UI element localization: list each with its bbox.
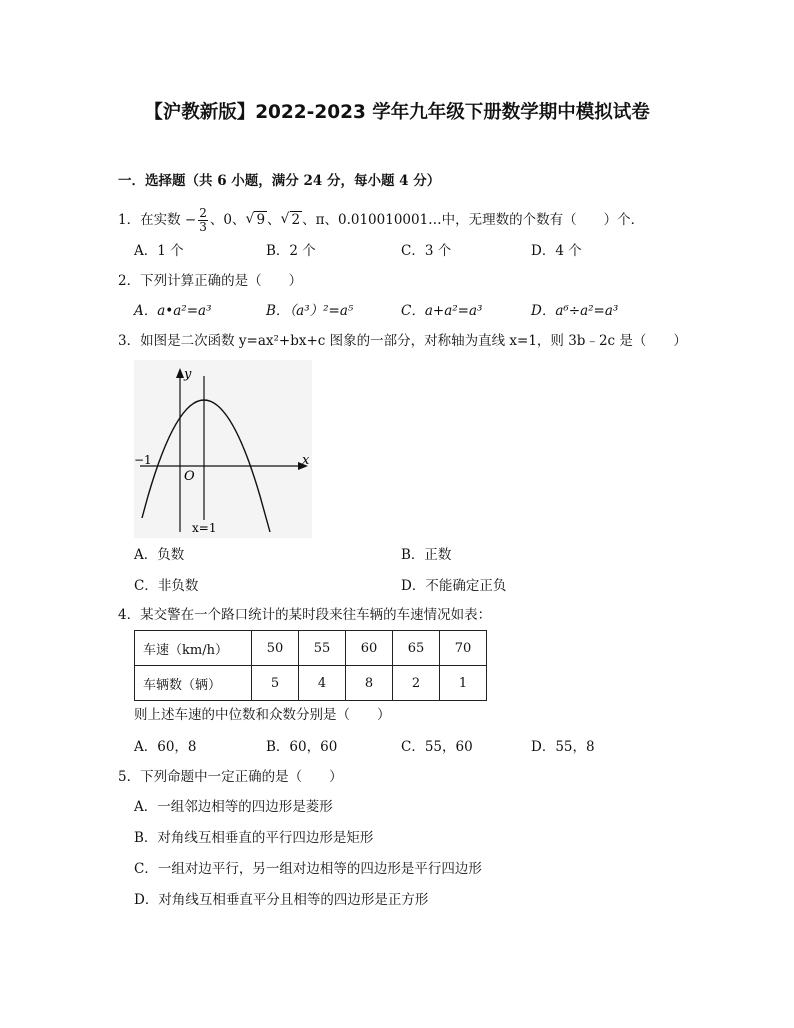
- x-axis-label: x: [302, 453, 310, 468]
- question-1-stem: [118, 206, 644, 234]
- sqrt-9: [245, 206, 267, 234]
- neg-one-label: −1: [134, 453, 152, 467]
- sqrt-9-radicand: 9: [256, 212, 266, 228]
- q1-option-c: C．3 个: [401, 243, 452, 259]
- table-cell: 8: [346, 666, 393, 701]
- fraction-numerator: 2: [199, 206, 207, 220]
- table-cell: 60: [346, 631, 393, 666]
- q2-option-c: C．a+a²=a³: [401, 303, 483, 319]
- graph-background: [134, 360, 312, 538]
- table-cell: 5: [252, 666, 299, 701]
- q5-option-a: A．一组邻边相等的四边形是菱形: [134, 799, 333, 815]
- table-cell: 2: [393, 666, 440, 701]
- q3-option-c: C．非负数: [134, 578, 199, 594]
- question-4-stem: 4．某交警在一个路口统计的某时段来往车辆的车速情况如表：: [118, 607, 492, 623]
- fraction: [198, 207, 208, 234]
- q5-option-c: C．一组对边平行，另一组对边相等的四边形是平行四边形: [134, 861, 482, 877]
- table-cell: 65: [393, 631, 440, 666]
- q4-follow-up: 则上述车速的中位数和众数分别是（ ）: [134, 707, 391, 723]
- question-5-stem: 5．下列命题中一定正确的是（ ）: [118, 769, 343, 785]
- q1-option-b: B．2 个: [266, 243, 316, 259]
- table-cell: 1: [440, 666, 487, 701]
- table-cell: 70: [440, 631, 487, 666]
- q2-option-b: B．（a³）²=a⁵: [266, 303, 354, 319]
- symmetry-axis-label: x=1: [192, 521, 217, 535]
- page-title: 【沪教新版】2022-2023 学年九年级下册数学期中模拟试卷: [144, 102, 650, 123]
- q5-option-b: B．对角线互相垂直的平行四边形是矩形: [134, 830, 374, 846]
- sqrt-2: [281, 206, 303, 234]
- q4-option-d: D．55，8: [531, 739, 595, 755]
- table-row-header: 车速（km/h）: [135, 631, 252, 666]
- table-row: [135, 666, 487, 701]
- table-cell: 55: [299, 631, 346, 666]
- section-heading: 一．选择题（共 6 小题，满分 24 分，每小题 4 分）: [118, 173, 441, 189]
- q4-option-c: C．55，60: [401, 739, 473, 755]
- origin-label: O: [184, 469, 195, 484]
- table-cell: 4: [299, 666, 346, 701]
- q1-stem-b: 、0、: [209, 212, 246, 228]
- parabola-graph: [134, 360, 312, 538]
- q1-option-a: A．1 个: [134, 243, 184, 259]
- table-row: [135, 631, 487, 666]
- fraction-denominator: 3: [199, 220, 207, 234]
- q1-option-d: D．4 个: [531, 243, 582, 259]
- q1-stem-c: 、: [267, 212, 281, 228]
- speed-table: [134, 630, 487, 701]
- q3-option-a: A．负数: [134, 547, 185, 563]
- table-row-header: 车辆数（辆）: [135, 666, 252, 701]
- q4-option-b: B．60，60: [266, 739, 338, 755]
- q1-stem-d: 、π、0.010010001…中，无理数的个数有（ ）个．: [302, 212, 645, 228]
- sqrt-2-radicand: 2: [291, 212, 301, 228]
- q3-option-d: D．不能确定正负: [401, 578, 507, 594]
- question-2-stem: 2．下列计算正确的是（ ）: [118, 273, 303, 289]
- q1-stem-a: 1．在实数 −: [118, 212, 197, 228]
- table-cell: 50: [252, 631, 299, 666]
- question-3-stem: 3．如图是二次函数 y=ax²+bx+c 图象的一部分，对称轴为直线 x=1，则 3b﹣2c 是（ ）: [118, 333, 687, 349]
- q4-option-a: A．60，8: [134, 739, 197, 755]
- q3-option-b: B．正数: [401, 547, 452, 563]
- y-axis-label: y: [184, 367, 192, 382]
- q2-option-a: A．a•a²=a³: [134, 303, 212, 319]
- q5-option-d: D．对角线互相垂直平分且相等的四边形是正方形: [134, 892, 429, 908]
- q2-option-d: D．a⁶÷a²=a³: [531, 303, 619, 319]
